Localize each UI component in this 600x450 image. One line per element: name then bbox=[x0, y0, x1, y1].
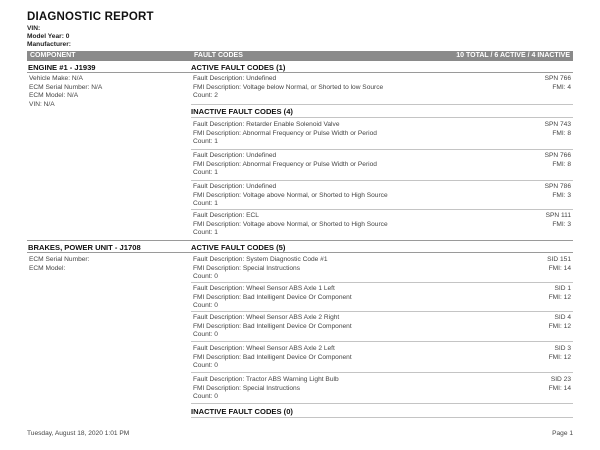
fault-code: SID 1 bbox=[554, 285, 571, 292]
fault-code: SPN 766 bbox=[544, 75, 571, 82]
divider bbox=[191, 282, 573, 283]
divider bbox=[191, 104, 573, 105]
fault-count: Count: 1 bbox=[193, 229, 218, 237]
fault-description: Fault Description: Retarder Enable Solenoid Valve bbox=[193, 121, 340, 128]
table-header bbox=[27, 51, 573, 61]
fault-code: SID 23 bbox=[550, 376, 571, 383]
fmi-code: FMI: 12 bbox=[548, 322, 571, 330]
fault-count: Count: 1 bbox=[193, 169, 218, 177]
fmi-code: FMI: 14 bbox=[548, 384, 571, 392]
report-title: DIAGNOSTIC REPORT bbox=[27, 11, 154, 23]
fmi-code: FMI: 12 bbox=[548, 293, 571, 301]
divider bbox=[191, 372, 573, 373]
fault-description: Fault Description: ECL bbox=[193, 212, 259, 219]
divider bbox=[191, 117, 573, 118]
fault-entry bbox=[191, 75, 573, 102]
fault-description: Fault Description: Tractor ABS Warning Light Bulb bbox=[193, 376, 339, 383]
divider bbox=[191, 341, 573, 342]
fault-count: Count: 1 bbox=[193, 200, 218, 208]
component-column-header: COMPONENT bbox=[30, 52, 76, 60]
fault-count: Count: 0 bbox=[193, 393, 218, 401]
divider bbox=[191, 149, 573, 150]
divider bbox=[191, 403, 573, 404]
ecm-model: ECM Model: N/A bbox=[29, 92, 79, 100]
fault-entry bbox=[191, 285, 573, 312]
divider bbox=[191, 209, 573, 210]
fault-entry bbox=[191, 376, 573, 403]
fmi-description: FMI Description: Abnormal Frequency or Pulse Width or Period bbox=[193, 160, 377, 168]
fmi-description: FMI Description: Voltage below Normal, or Shorted to low Source bbox=[193, 83, 384, 91]
fmi-code: FMI: 8 bbox=[552, 160, 571, 168]
fmi-description: FMI Description: Special Instructions bbox=[193, 384, 301, 392]
engine-inactive-header: INACTIVE FAULT CODES (4) bbox=[191, 107, 293, 116]
fault-code: SID 3 bbox=[554, 345, 571, 352]
divider bbox=[27, 72, 573, 73]
fmi-description: FMI Description: Special Instructions bbox=[193, 264, 301, 272]
fault-code: SID 4 bbox=[554, 314, 571, 321]
brakes-section-title: BRAKES, POWER UNIT - J1708 bbox=[28, 243, 141, 252]
fault-description: Fault Description: Wheel Sensor ABS Axle 1 Left bbox=[193, 285, 335, 292]
fault-count: Count: 1 bbox=[193, 138, 218, 146]
ecm-model: ECM Model: bbox=[29, 264, 66, 272]
fmi-code: FMI: 14 bbox=[548, 264, 571, 272]
vehicle-meta bbox=[27, 25, 71, 49]
fault-description: Fault Description: System Diagnostic Code #1 bbox=[193, 256, 328, 263]
page-number: Page 1 bbox=[552, 430, 573, 437]
model-year-label: Model Year: 0 bbox=[27, 33, 70, 40]
fmi-code: FMI: 3 bbox=[552, 191, 571, 199]
fault-codes-column-header: FAULT CODES bbox=[194, 52, 243, 60]
engine-component-info bbox=[29, 75, 102, 109]
divider bbox=[27, 240, 573, 241]
fault-code: SID 151 bbox=[547, 256, 571, 263]
fault-code: SPN 111 bbox=[545, 212, 571, 219]
vin-label: VIN: bbox=[27, 25, 41, 32]
fault-description: Fault Description: Wheel Sensor ABS Axle 2 Left bbox=[193, 345, 335, 352]
fault-entry bbox=[191, 152, 573, 179]
divider bbox=[27, 252, 573, 253]
fault-summary: 10 TOTAL / 6 ACTIVE / 4 INACTIVE bbox=[456, 52, 570, 60]
fmi-description: FMI Description: Bad Intelligent Device Or Component bbox=[193, 293, 352, 301]
fmi-code: FMI: 8 bbox=[552, 129, 571, 137]
ecm-serial-number: ECM Serial Number: N/A bbox=[29, 83, 103, 91]
fmi-description: FMI Description: Voltage above Normal, or Shorted to High Source bbox=[193, 220, 388, 228]
fault-description: Fault Description: Wheel Sensor ABS Axle 2 Right bbox=[193, 314, 340, 321]
brakes-component-info bbox=[29, 256, 89, 273]
fault-count: Count: 0 bbox=[193, 302, 218, 310]
fmi-code: FMI: 12 bbox=[548, 353, 571, 361]
ecm-serial-number: ECM Serial Number: bbox=[29, 256, 90, 263]
engine-vin: VIN: N/A bbox=[29, 100, 55, 108]
fault-entry bbox=[191, 121, 573, 148]
fmi-description: FMI Description: Abnormal Frequency or Pulse Width or Period bbox=[193, 129, 377, 137]
brakes-inactive-header: INACTIVE FAULT CODES (0) bbox=[191, 407, 293, 416]
fault-code: SPN 766 bbox=[544, 152, 571, 159]
fault-count: Count: 0 bbox=[193, 273, 218, 281]
divider bbox=[191, 417, 573, 418]
fault-code: SPN 743 bbox=[544, 121, 571, 128]
fault-description: Fault Description: Undefined bbox=[193, 183, 277, 190]
fault-entry bbox=[191, 183, 573, 210]
brakes-active-header: ACTIVE FAULT CODES (5) bbox=[191, 243, 286, 252]
fmi-code: FMI: 3 bbox=[552, 220, 571, 228]
report-date: Tuesday, August 18, 2020 1:01 PM bbox=[27, 430, 130, 437]
fmi-code: FMI: 4 bbox=[552, 83, 571, 91]
fault-count: Count: 0 bbox=[193, 362, 218, 370]
fault-code: SPN 786 bbox=[544, 183, 571, 190]
manufacturer-label: Manufacturer: bbox=[27, 41, 71, 48]
engine-active-header: ACTIVE FAULT CODES (1) bbox=[191, 63, 286, 72]
fmi-description: FMI Description: Voltage above Normal, or Shorted to High Source bbox=[193, 191, 388, 199]
fault-entry bbox=[191, 256, 573, 283]
fmi-description: FMI Description: Bad Intelligent Device Or Component bbox=[193, 322, 352, 330]
engine-section-title: ENGINE #1 - J1939 bbox=[28, 63, 96, 72]
vehicle-make: Vehicle Make: N/A bbox=[29, 75, 83, 82]
fault-entry bbox=[191, 345, 573, 372]
fault-entry bbox=[191, 314, 573, 341]
divider bbox=[191, 311, 573, 312]
fault-count: Count: 2 bbox=[193, 92, 218, 100]
fmi-description: FMI Description: Bad Intelligent Device Or Component bbox=[193, 353, 352, 361]
fault-entry bbox=[191, 212, 573, 239]
divider bbox=[191, 180, 573, 181]
fault-description: Fault Description: Undefined bbox=[193, 75, 277, 82]
fault-description: Fault Description: Undefined bbox=[193, 152, 277, 159]
fault-count: Count: 0 bbox=[193, 331, 218, 339]
